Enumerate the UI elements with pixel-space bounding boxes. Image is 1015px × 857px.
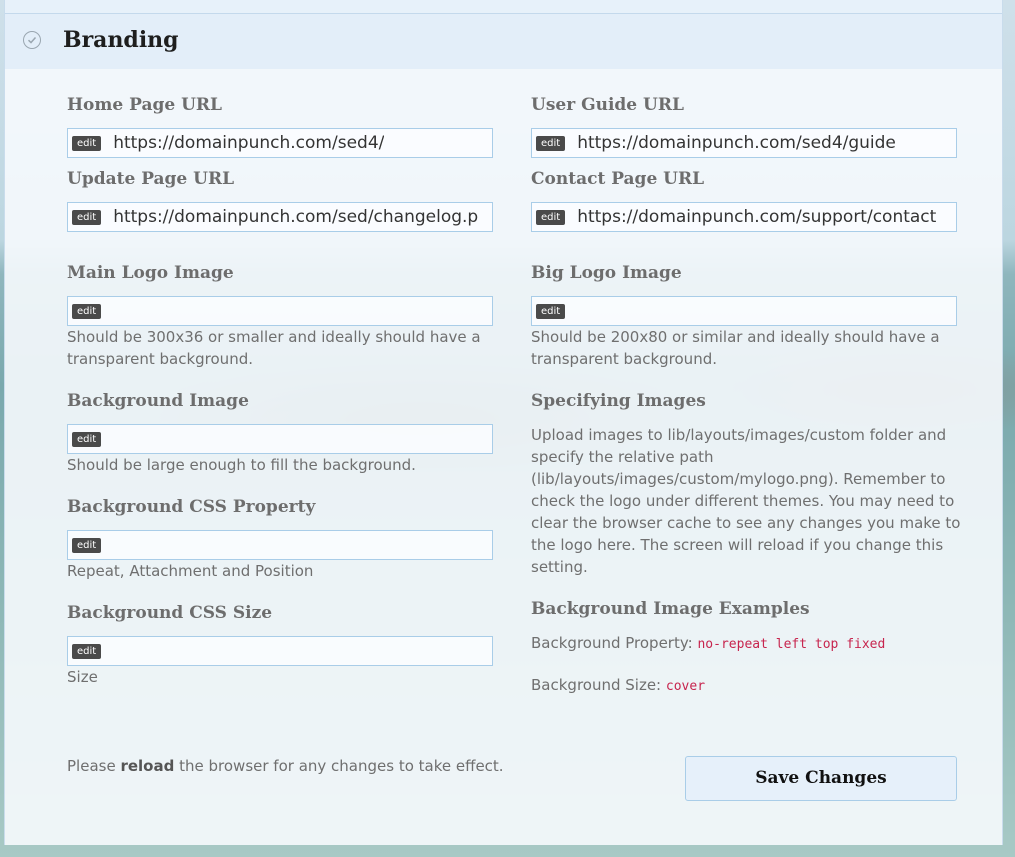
branding-panel (4, 0, 1003, 845)
contact-page-url-field[interactable] (531, 202, 957, 232)
home-page-url-field[interactable] (67, 128, 493, 158)
big-logo-image-field[interactable] (531, 296, 957, 326)
edit-badge: edit (72, 432, 101, 447)
edit-badge: edit (72, 210, 101, 225)
main-logo-image-label: Main Logo Image (67, 263, 234, 283)
section-title: Branding (63, 27, 179, 53)
reload-note-prefix: Please (67, 757, 116, 775)
example-property-value: no-repeat left top fixed (697, 637, 886, 652)
example-property-label: Background Property: (531, 634, 693, 652)
examples-title: Background Image Examples (531, 599, 810, 619)
big-logo-image-help: Should be 200x80 or similar and ideally should have a transparent background. (531, 328, 940, 368)
edit-badge: edit (72, 644, 101, 659)
reload-note (67, 757, 504, 775)
background-css-property-label: Background CSS Property (67, 497, 316, 517)
edit-badge: edit (536, 210, 565, 225)
specifying-images-title: Specifying Images (531, 391, 706, 411)
contact-page-url-value: https://domainpunch.com/support/contact (577, 207, 937, 227)
contact-page-url-label: Contact Page URL (531, 169, 705, 189)
panel-top-edge (5, 0, 1002, 14)
user-guide-url-value: https://domainpunch.com/sed4/guide (577, 133, 896, 153)
update-page-url-field[interactable] (67, 202, 493, 232)
reload-note-suffix: the browser for any changes to take effect. (179, 757, 504, 775)
update-page-url-value: https://domainpunch.com/sed/changelog.p (113, 207, 479, 227)
background-image-field[interactable] (67, 424, 493, 454)
example-property-line (531, 632, 963, 656)
example-size-value: cover (665, 679, 706, 694)
background-image-label: Background Image (67, 391, 249, 411)
section-header[interactable] (5, 14, 1002, 69)
example-size-line (531, 674, 963, 698)
main-logo-image-help: Should be 300x36 or smaller and ideally should have a transparent background. (67, 328, 481, 368)
edit-badge: edit (536, 304, 565, 319)
background-css-size-label: Background CSS Size (67, 603, 273, 623)
reload-note-bold: reload (120, 757, 175, 775)
edit-badge: edit (72, 136, 101, 151)
background-image-help: Should be large enough to fill the background. (67, 456, 416, 474)
check-circle-icon (23, 31, 41, 49)
home-page-url-value: https://domainpunch.com/sed4/ (113, 133, 385, 153)
home-page-url-label: Home Page URL (67, 95, 222, 115)
save-changes-button[interactable]: Save Changes (685, 756, 957, 801)
background-css-property-field[interactable] (67, 530, 493, 560)
specifying-images-text: Upload images to lib/layouts/images/custom folder and specify the relative path (lib/layouts/images/custom/mylogo.png). Remember to check the logo under different themes. You may need to clear the browser cache to see any changes you make to the logo here. The screen will reload if you change this setting. (531, 426, 961, 576)
background-css-property-help: Repeat, Attachment and Position (67, 562, 314, 580)
user-guide-url-label: User Guide URL (531, 95, 684, 115)
edit-badge: edit (72, 304, 101, 319)
example-size-label: Background Size: (531, 676, 662, 694)
edit-badge: edit (72, 538, 101, 553)
main-logo-image-field[interactable] (67, 296, 493, 326)
background-css-size-field[interactable] (67, 636, 493, 666)
update-page-url-label: Update Page URL (67, 169, 235, 189)
big-logo-image-label: Big Logo Image (531, 263, 682, 283)
edit-badge: edit (536, 136, 565, 151)
user-guide-url-field[interactable] (531, 128, 957, 158)
background-css-size-help: Size (67, 668, 98, 686)
